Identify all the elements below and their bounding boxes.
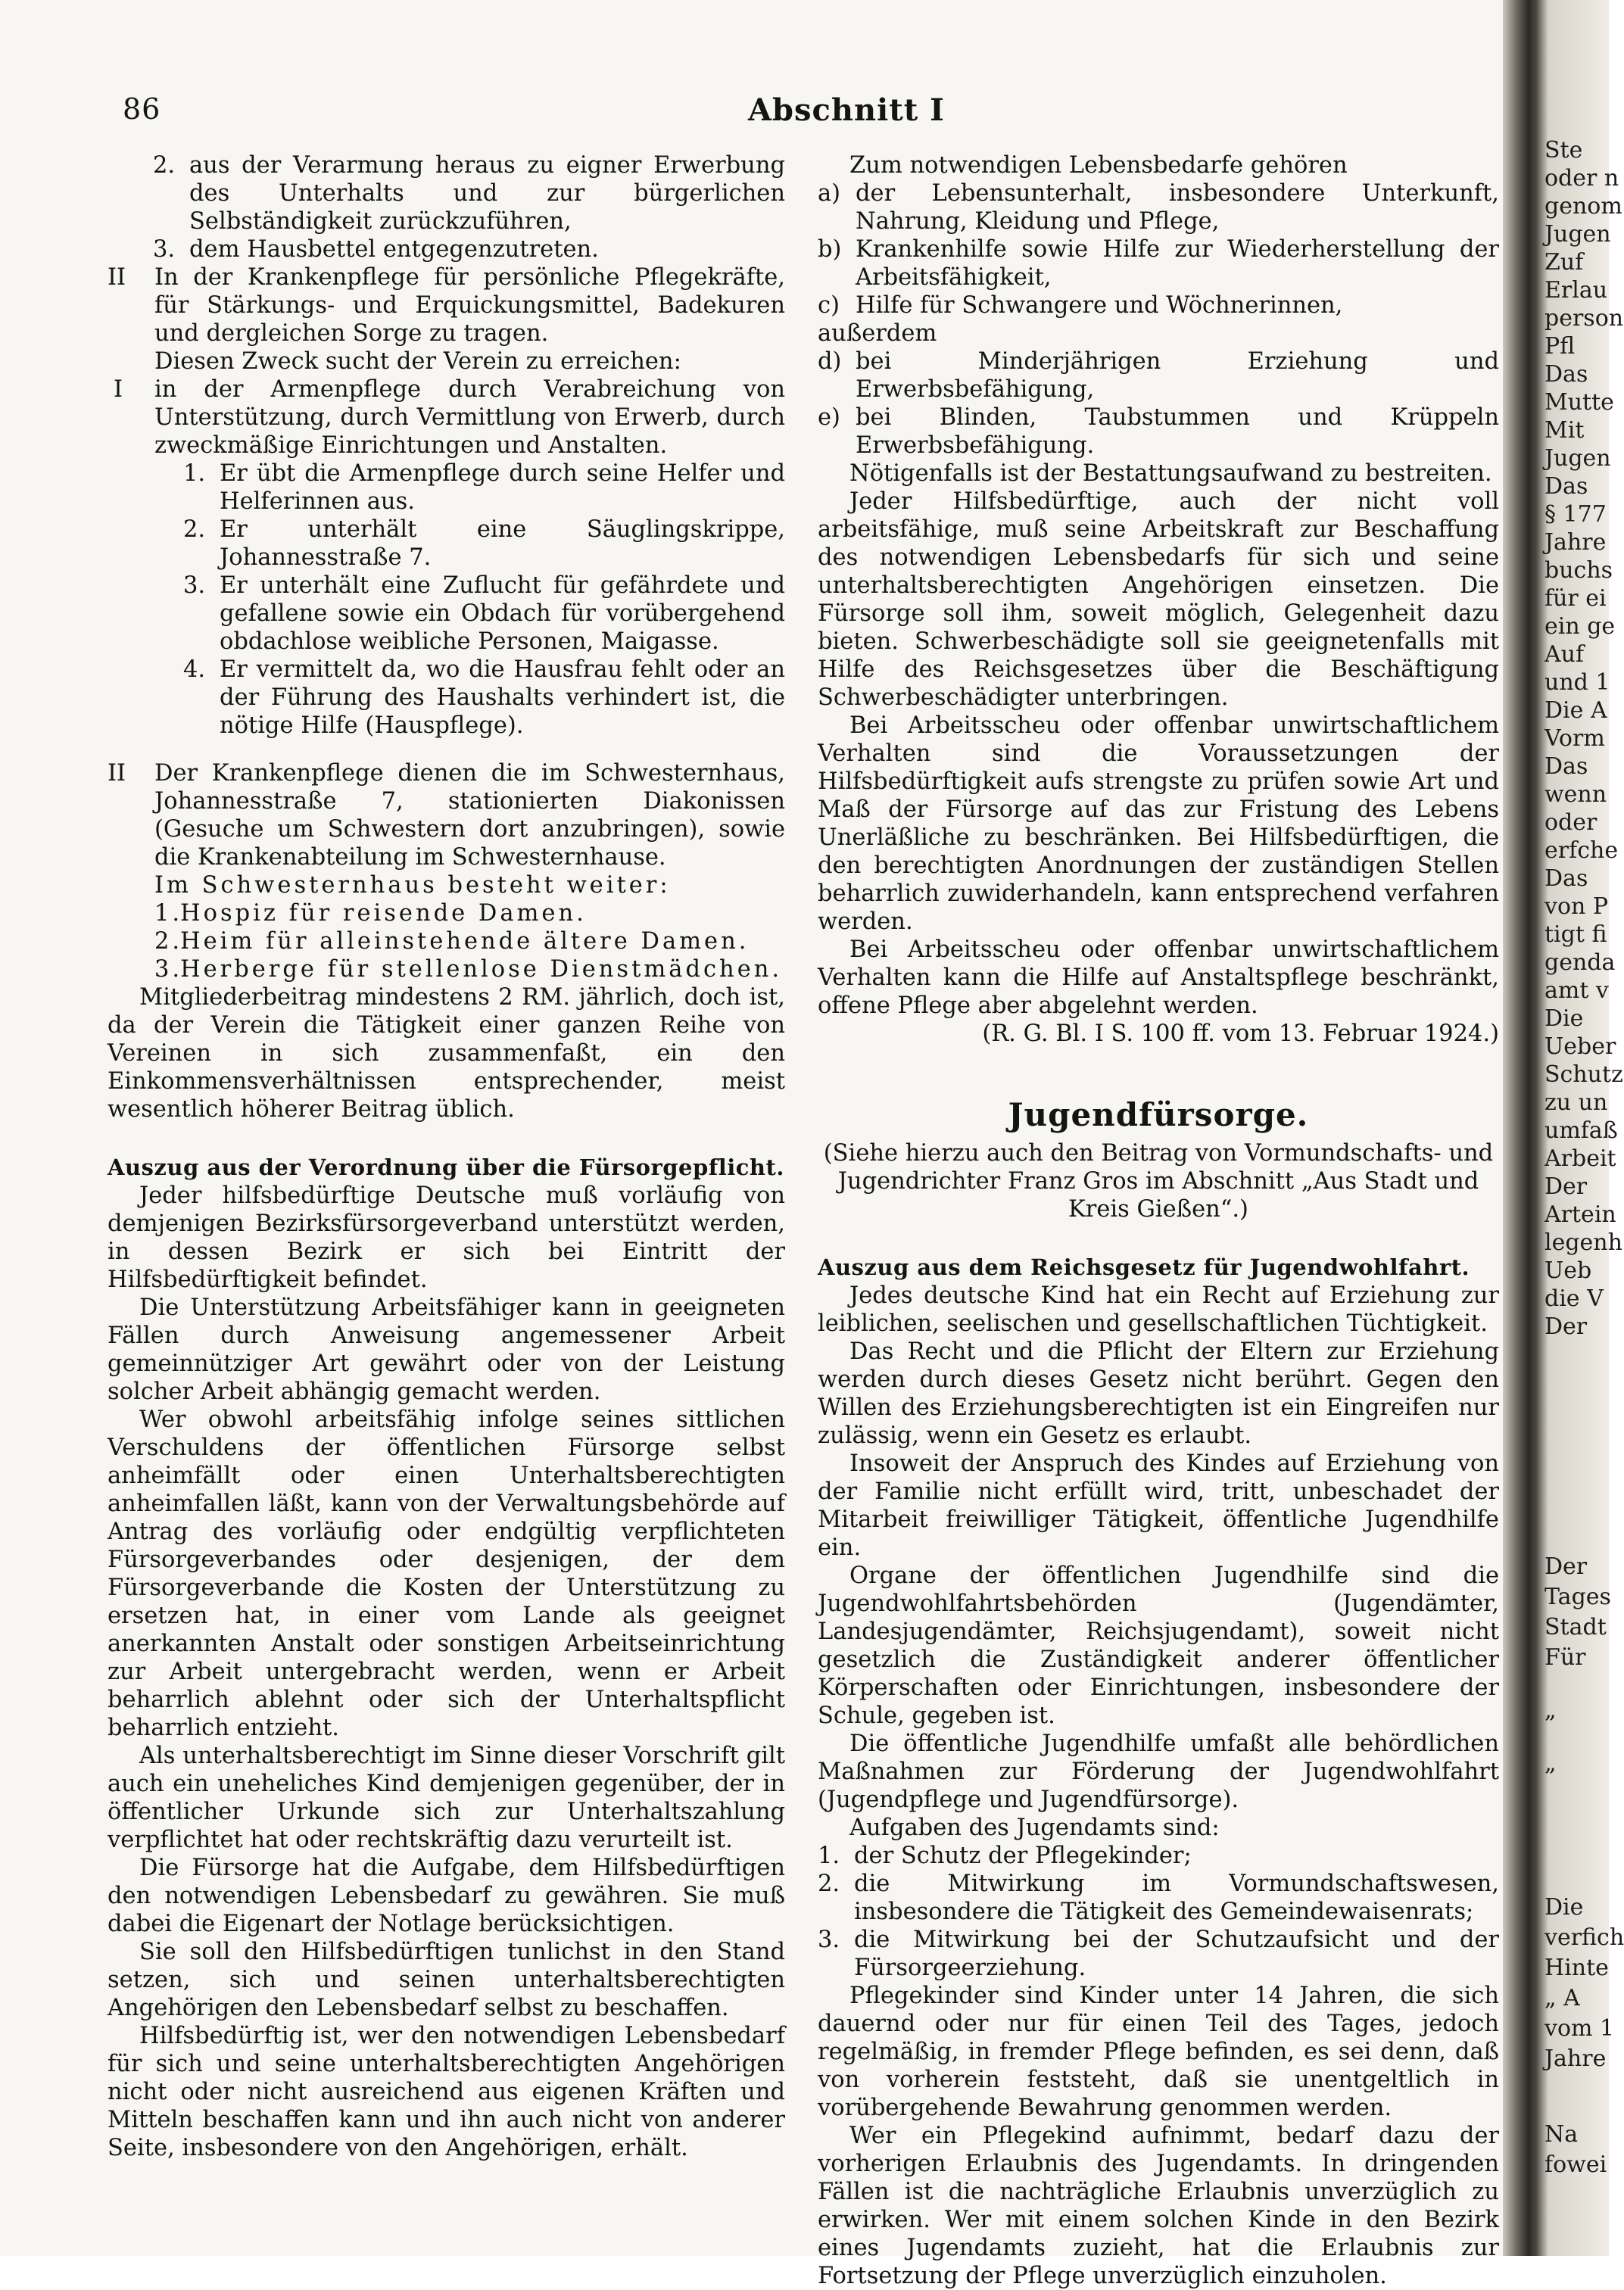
paragraph: Die Unterstützung Arbeitsfähiger kann in geeigneten Fällen durch Anweisung angemessener Arbeit gemeinnütziger Art gewährt oder von der Leistung solcher Arbeit abhängig gemacht werden.: [108, 1295, 785, 1405]
list-item: 2. Heim für alleinstehende ältere Damen.: [154, 928, 750, 955]
list-item: 2. aus der Verarmung heraus zu eigner Erwerbung des Unterhalts und zur bürgerlichen Selbständigkeit zurückzuführen,: [153, 152, 785, 235]
list-item: 2. Er unterhält eine Säuglingskrippe, Johannesstraße 7.: [183, 516, 785, 571]
note: (Siehe hierzu auch den Beitrag von Vormundschafts- und Jugendrichter Franz Gros im Abschnitt „Aus Stadt und Kreis Gießen“.): [823, 1140, 1494, 1223]
paragraph: außerdem: [818, 320, 937, 347]
paragraph: Wer ein Pflegekind aufnimmt, bedarf dazu der vorherigen Erlaubnis des Jugendamts. In dringenden Fällen ist die nachträgliche Erlaubnis unverzüglich zu erwirken. Wer mit einem solchen Kinde in den Bezirk eines Jugendamts zuzieht, hat die Erlaubnis zur Fortsetzung der Pflege unverzüglich einzuholen.: [818, 2123, 1499, 2289]
section-heading: Auszug aus dem Reichsgesetz für Jugendwohlfahrt.: [818, 1254, 1470, 1280]
roman-item-I: I in der Armenpflege durch Verabreichung von Unterstützung, durch Vermittlung von Erwerb, durch zweckmäßige Einrichtungen und Anstalten.: [114, 376, 785, 459]
list-item: d) bei Minderjährigen Erziehung und Erwerbsbefähigung,: [818, 348, 1499, 403]
list-item: a) der Lebensunterhalt, insbesondere Unterkunft, Nahrung, Kleidung und Pflege,: [818, 180, 1499, 235]
paragraph: Bei Arbeitsscheu oder offenbar unwirtschaftlichem Verhalten sind die Voraussetzungen der Hilfsbedürftigkeit aufs strengste zu prüfen sowie Art und Maß der Fürsorge auf das zur Fristung des Lebens Unerläßliche zu beschränken. Bei Hilfsbedürftigen, die den berechtigten Anordnungen der zuständigen Stellen beharrlich zuwiderhandeln, kann entsprechend verfahren werden.: [818, 712, 1499, 935]
citation: (R. G. Bl. I S. 100 ff. vom 13. Februar 1924.): [982, 1020, 1499, 1047]
list-item: 1. der Schutz der Pflegekinder;: [818, 1843, 1192, 1869]
list-item: 1. Hospiz für reisende Damen.: [154, 900, 587, 927]
list-item: c) Hilfe für Schwangere und Wöchnerinnen,: [818, 292, 1343, 319]
roman-item-II: II Der Krankenpflege dienen die im Schwesternhaus, Johannesstraße 7, stationierten Diakonissen (Gesuche um Schwestern dort anzubringen), sowie die Krankenabteilung im Schwesternhause.: [108, 760, 785, 871]
paragraph: Jeder hilfsbedürftige Deutsche muß vorläufig von demjenigen Bezirksfürsorgeverband unterstützt werden, in dessen Bezirk er sich bei Eintritt der Hilfsbedürftigkeit befindet.: [108, 1182, 785, 1293]
page-title: Abschnitt I: [748, 92, 945, 128]
list-item: 3. Er unterhält eine Zuflucht für gefährdete und gefallene sowie ein Obdach für vorübergehend obdachlose weibliche Personen, Maigasse.: [183, 572, 785, 655]
paragraph: Insoweit der Anspruch des Kindes auf Erziehung von der Familie nicht erfüllt wird, tritt, unbeschadet der Mitarbeit freiwilliger Tätigkeit, öffentliche Jugendhilfe ein.: [818, 1450, 1499, 1561]
paragraph: Nötigenfalls ist der Bestattungsaufwand zu bestreiten.: [849, 460, 1492, 487]
paragraph: Zum notwendigen Lebensbedarfe gehören: [849, 152, 1348, 179]
paragraph: Jedes deutsche Kind hat ein Recht auf Erziehung zur leiblichen, seelischen und gesellschaftlichen Tüchtigkeit.: [818, 1282, 1499, 1337]
paragraph: Diesen Zweck sucht der Verein zu erreichen:: [154, 348, 681, 375]
page-number: 86: [123, 92, 161, 126]
list-item: 2. die Mitwirkung im Vormundschaftswesen, insbesondere die Tätigkeit des Gemeindewaisenrats;: [818, 1871, 1499, 1925]
right-column: [818, 151, 1499, 2290]
list-item: 3. dem Hausbettel entgegenzutreten.: [153, 236, 599, 263]
paragraph: Hilfsbedürftig ist, wer den notwendigen Lebensbedarf für sich und seine unterhaltsberechtigten Angehörigen nicht oder nicht ausreichend aus eigenen Kräften und Mitteln beschaffen kann und ihn auch nicht von anderer Seite, insbesondere von den Angehörigen, erhält.: [108, 2023, 785, 2161]
paragraph: Organe der öffentlichen Jugendhilfe sind die Jugendwohlfahrtsbehörden (Jugendämter, Landesjugendämter, Reichsjugendamt), soweit nicht gesetzlich die Zuständigkeit anderer öffentlicher Körperschaften oder Einrichtungen, insbesondere der Schule, gegeben ist.: [818, 1562, 1499, 1729]
paragraph: Bei Arbeitsscheu oder offenbar unwirtschaftlichem Verhalten kann die Hilfe auf Anstaltspflege beschränkt, offene Pflege aber abgelehnt werden.: [818, 936, 1499, 1019]
list-item: 3. Herberge für stellenlose Dienstmädchen.: [154, 956, 783, 983]
list-item: 3. die Mitwirkung bei der Schutzaufsicht und der Fürsorgeerziehung.: [818, 1927, 1499, 1981]
list-item: 1. Er übt die Armenpflege durch seine Helfer und Helferinnen aus.: [183, 460, 785, 515]
list-item: e) bei Blinden, Taubstummen und Krüppeln Erwerbsbefähigung.: [818, 404, 1499, 459]
list-item: 4. Er vermittelt da, wo die Hausfrau fehlt oder an der Führung des Haushalts verhindert ist, die nötige Hilfe (Hauspflege).: [183, 656, 785, 739]
paragraph: Das Recht und die Pflicht der Eltern zur Erziehung werden durch dieses Gesetz nicht berührt. Gegen den Willen des Erziehungsberechtigten ist ein Eingreifen nur zulässig, wenn ein Gesetz es erlaubt.: [818, 1338, 1499, 1449]
paragraph: Jeder Hilfsbedürftige, auch der nicht voll arbeitsfähige, muß seine Arbeitskraft zur Beschaffung des notwendigen Lebensbedarfs für sich und seine unterhaltsberechtigten Angehörigen einsetzen. Die Fürsorge soll ihm, soweit möglich, Gelegenheit dazu bieten. Schwerbeschädigte soll sie geeignetenfalls mit Hilfe des Reichsgesetzes über die Beschäftigung Schwerbeschädigter unterbringen.: [818, 488, 1499, 711]
paragraph: Mitgliederbeitrag mindestens 2 RM. jährlich, doch ist, da der Verein die Tätigkeit einer ganzen Reihe von Vereinen in sich zusammenfaßt, ein den Einkommensverhältnissen entsprechender, meist wesentlich höherer Beitrag üblich.: [108, 984, 785, 1123]
paragraph: Aufgaben des Jugendamts sind:: [849, 1815, 1220, 1841]
adjacent-page-edge-lower: Der Tages Stadt Für „ „ Die verfich Hinte „ A vom 1 Jahre Na fowei: [1545, 1553, 1624, 2178]
left-column: [108, 151, 785, 2162]
section-heading-jugendfuersorge: Jugendfürsorge.: [1008, 1096, 1309, 1133]
paragraph: Wer obwohl arbeitsfähig infolge seines sittlichen Verschuldens der öffentlichen Fürsorge selbst anheimfällt oder einen Unterhaltsberechtigten anheimfallen läßt, kann von der Verwaltungsbehörde auf Antrag des vorläufig oder endgültig verpflichteten Fürsorgeverbandes oder desjenigen, der dem Fürsorgeverbande die Kosten der Unterstützung zu ersetzen hat, in einer vom Lande als geeignet anerkannten Anstalt oder sonstigen Arbeitseinrichtung zur Arbeit untergebracht werden, wenn er Arbeit beharrlich ablehnt oder sich der Unterhaltspflicht beharrlich entzieht.: [108, 1407, 785, 1741]
roman-item-II: II In der Krankenpflege für persönliche Pflegekräfte, für Stärkungs- und Erquickungsmittel, Badekuren und dergleichen Sorge zu tragen.: [108, 264, 785, 347]
paragraph: Im Schwesternhaus besteht weiter:: [154, 872, 671, 899]
paragraph: Sie soll den Hilfsbedürftigen tunlichst in den Stand setzen, sich und seinen unterhaltsberechtigten Angehörigen den Lebensbedarf selbst zu beschaffen.: [108, 1939, 785, 2021]
paragraph: Als unterhaltsberechtigt im Sinne dieser Vorschrift gilt auch ein uneheliches Kind demjenigen gegenüber, der in öffentlicher Urkunde sich zur Unterhaltszahlung verpflichtet hat oder rechtskräftig dazu verurteilt ist.: [108, 1743, 785, 1853]
paragraph: Pflegekinder sind Kinder unter 14 Jahren, die sich dauernd oder nur für einen Teil des Tages, jedoch regelmäßig, in fremder Pflege befinden, es sei denn, daß von vorherein feststeht, daß sie unentgeltlich in vorübergehende Bewahrung genommen werden.: [818, 1983, 1499, 2121]
paragraph: Die öffentliche Jugendhilfe umfaßt alle behördlichen Maßnahmen zur Förderung der Jugendwohlfahrt (Jugendpflege und Jugendfürsorge).: [818, 1731, 1499, 1813]
list-item: b) Krankenhilfe sowie Hilfe zur Wiederherstellung der Arbeitsfähigkeit,: [818, 236, 1499, 291]
adjacent-page-edge: Ste oder n genom Jugen Zuf Erlau person Pfl Das Mutte Mit Jugen Das § 177 Jahre buchs für ei ein ge Auf und 1 Die A Vorm Das wenn oder erfche Das von P tigt fi genda amt v Die Ueber Schutz zu un umfaß Arbeit Der Artein legenh Ueb die V Der: [1545, 137, 1624, 1340]
section-heading: Auszug aus der Verordnung über die Fürsorgepflicht.: [108, 1154, 784, 1180]
paragraph: Die Fürsorge hat die Aufgabe, dem Hilfsbedürftigen den notwendigen Lebensbedarf zu gewähren. Sie muß dabei die Eigenart der Notlage berücksichtigen.: [108, 1855, 785, 1937]
